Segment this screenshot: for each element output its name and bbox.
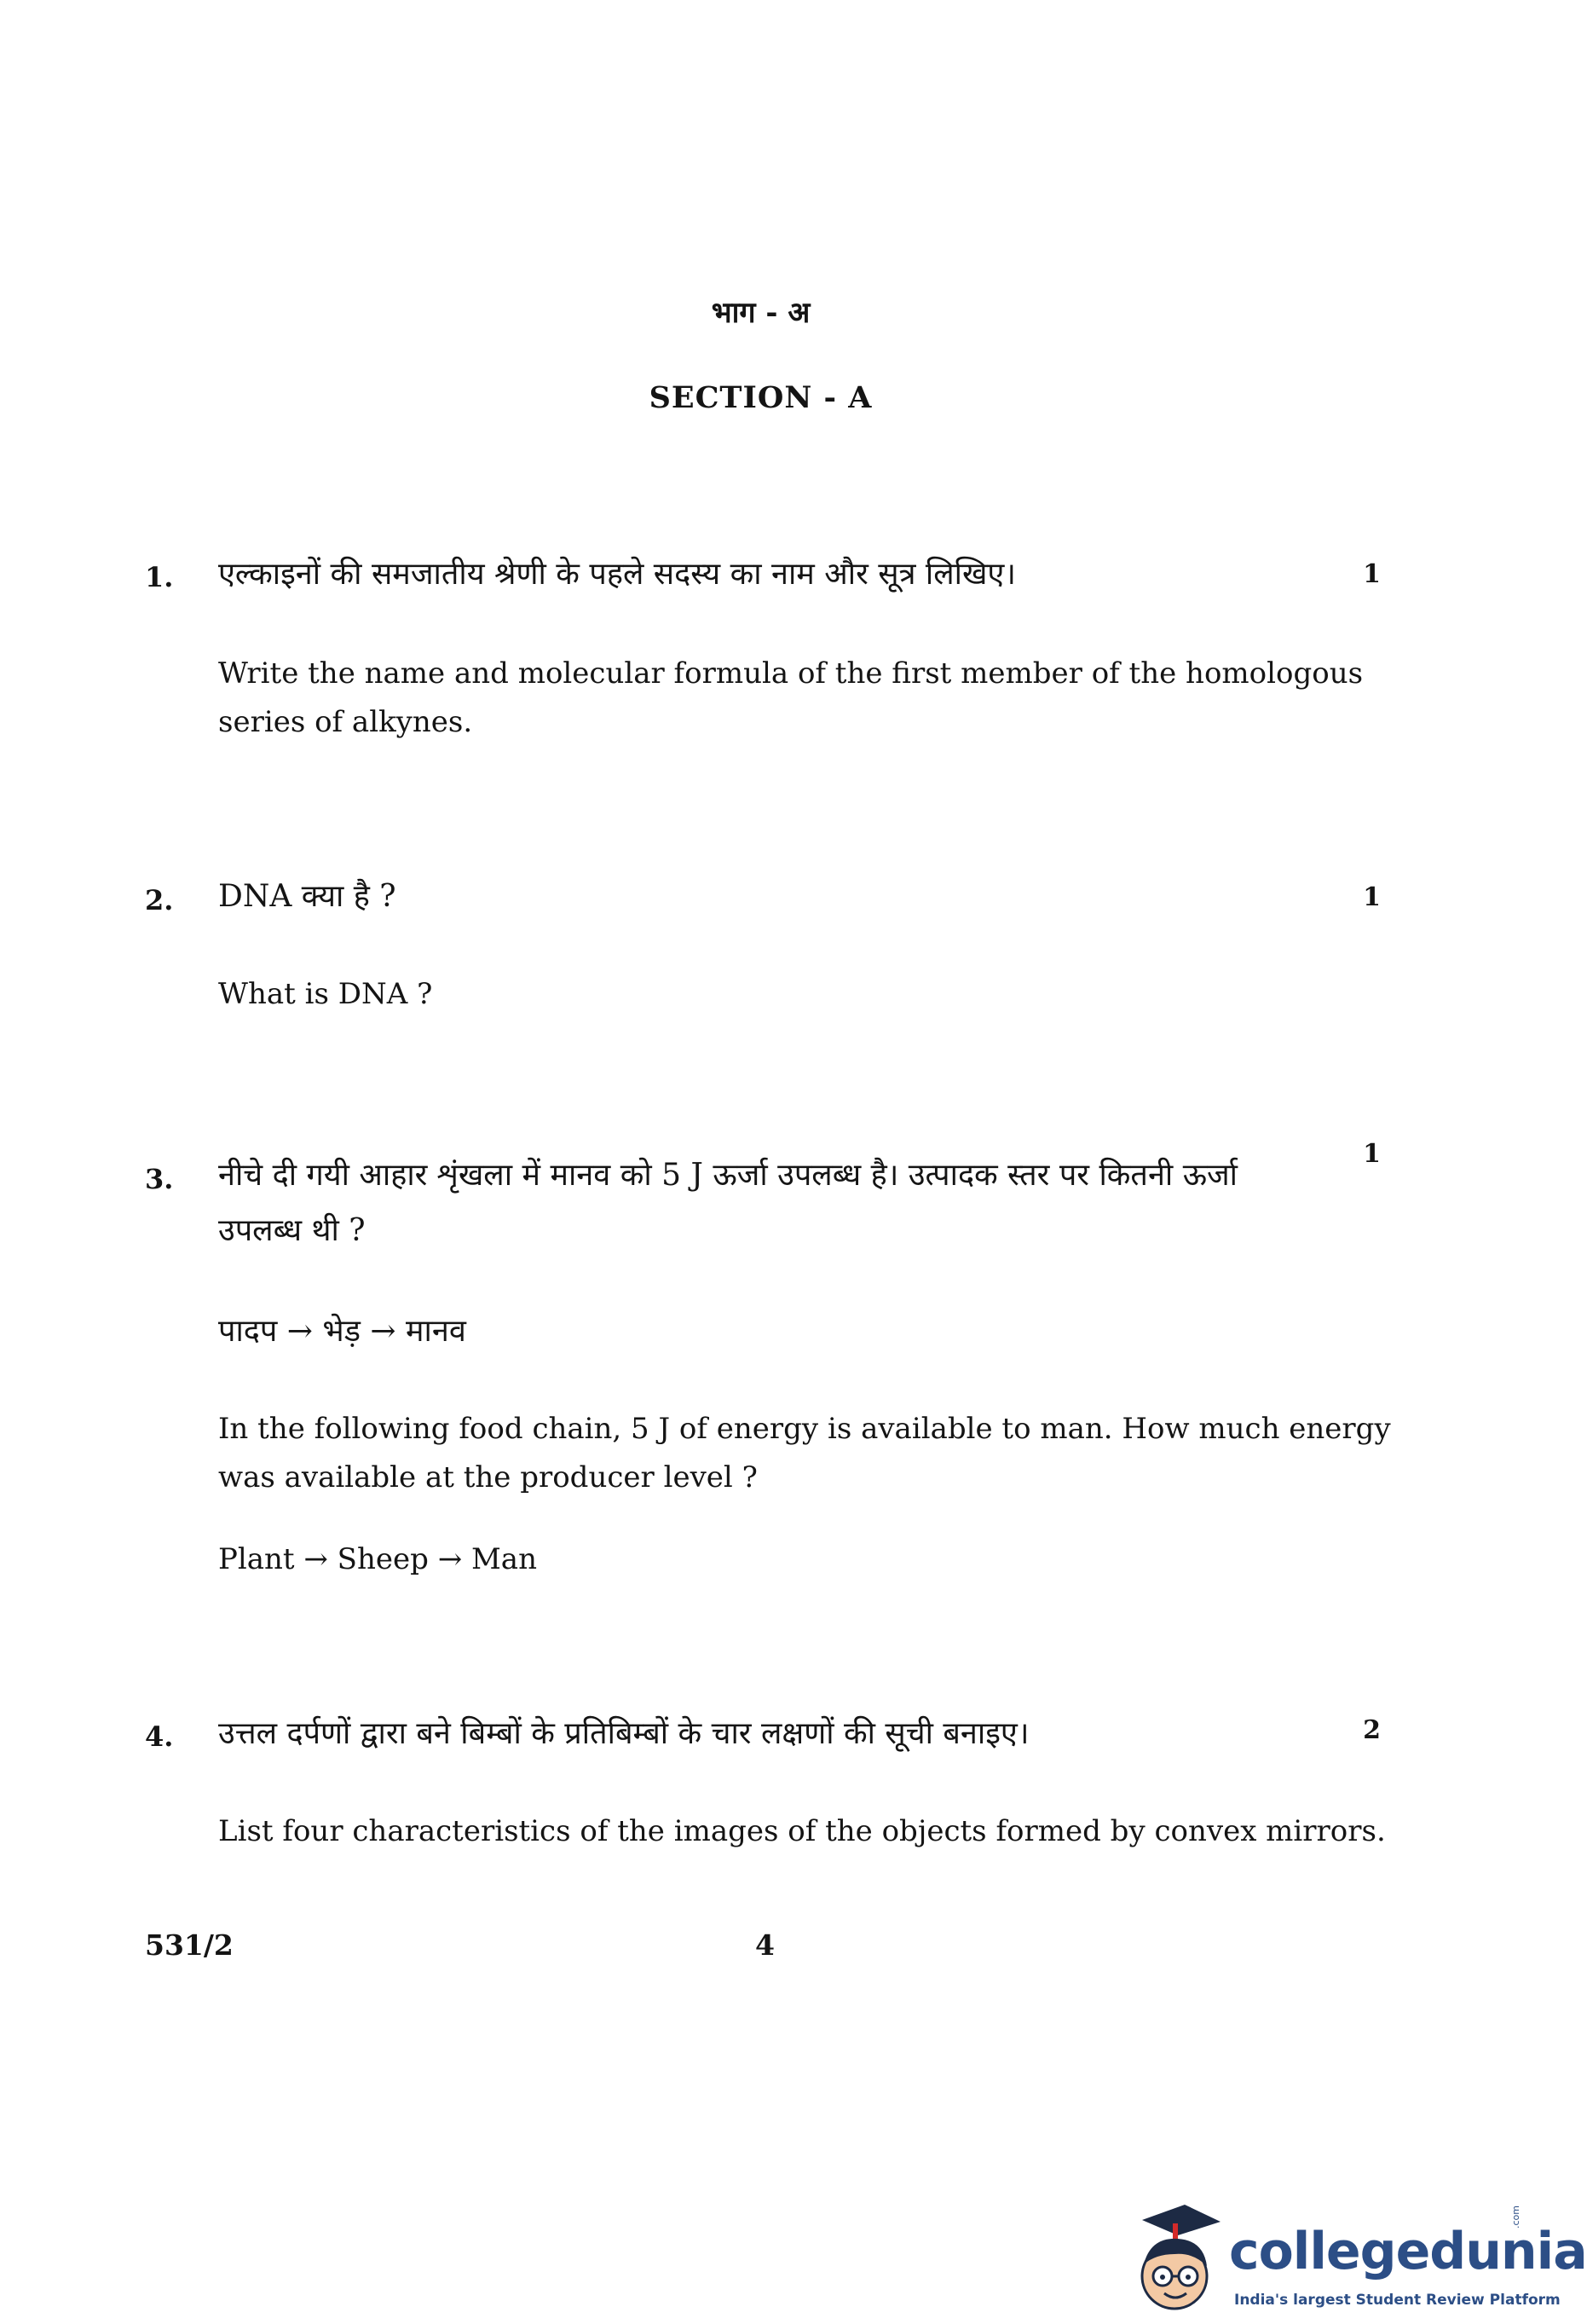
question-4-hindi: उत्तल दर्पणों द्वारा बने बिम्बों के प्रतिबिम्बों के चार लक्षणों की सूची बनाइए। (218, 1716, 1030, 1751)
paper-code: 531/2 (145, 1928, 234, 1962)
brand-name: collegedunia (1229, 2222, 1587, 2281)
question-3-english-food-chain: Plant → Sheep → Man (218, 1542, 537, 1576)
question-4-marks: 2 (1363, 1715, 1381, 1745)
question-4-english: List four characteristics of the images of the objects formed by convex mirrors. (218, 1814, 1386, 1848)
question-1-english-line-1: Write the name and molecular formula of the first member of the homologous (218, 656, 1364, 691)
question-3-hindi-line-2: उपलब्ध थी ? (218, 1213, 366, 1248)
question-3-marks: 1 (1363, 1139, 1381, 1169)
collegedunia-watermark (1125, 2198, 1587, 2324)
question-2-number: 2. (145, 884, 174, 916)
section-title-english: SECTION - A (649, 380, 873, 415)
question-1-number: 1. (145, 561, 174, 593)
question-3-english-line-2: was available at the producer level ? (218, 1460, 758, 1494)
question-1-hindi: एल्काइनों की समजातीय श्रेणी के पहले सदस्य का नाम और सूत्र लिखिए। (218, 557, 1016, 592)
question-3-hindi-food-chain: पादप → भेड़ → मानव (218, 1314, 466, 1349)
mascot-logo-icon (1125, 2198, 1227, 2324)
question-2-hindi: DNA क्या है ? (218, 879, 396, 914)
question-3-hindi-line-1: नीचे दी गयी आहार शृंखला में मानव को 5 J ऊर्जा उपलब्ध है। उत्पादक स्तर पर कितनी ऊर्जा (218, 1158, 1238, 1193)
brand-tagline: India's largest Student Review Platform (1234, 2292, 1561, 2309)
section-title-hindi: भाग - अ (711, 296, 811, 330)
question-2-marks: 1 (1363, 882, 1381, 912)
question-2-english: What is DNA ? (218, 977, 433, 1011)
question-3-number: 3. (145, 1163, 174, 1195)
question-4-number: 4. (145, 1720, 174, 1753)
brand-domain-suffix: .com (1510, 2205, 1521, 2229)
question-1-english-line-2: series of alkynes. (218, 705, 473, 739)
question-1-marks: 1 (1363, 559, 1381, 589)
question-3-english-line-1: In the following food chain, 5 J of energy is available to man. How much energy (218, 1412, 1391, 1446)
page-number: 4 (755, 1928, 775, 1962)
